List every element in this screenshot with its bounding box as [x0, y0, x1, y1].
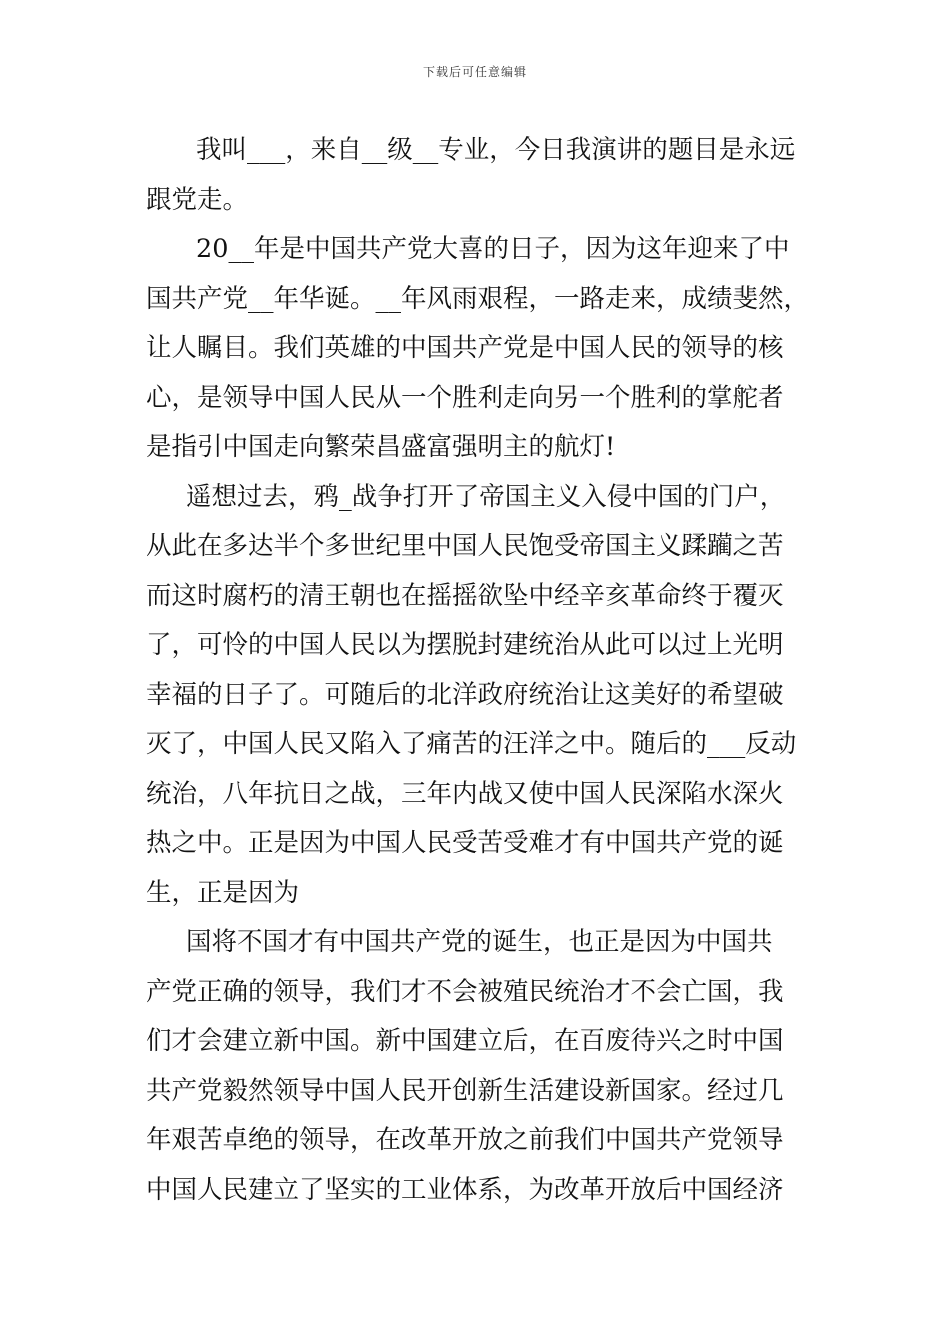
paragraph-line: 统治，八年抗日之战，三年内战又使中国人民深陷水深火 [146, 778, 784, 809]
paragraph-line: 中国人民建立了坚实的工业体系，为改革开放后中国经济 [146, 1174, 784, 1205]
paragraph-line: 我叫___，来自__级__专业，今日我演讲的题目是永远 [196, 135, 796, 165]
paragraph-line: 让人瞩目。我们英雄的中国共产党是中国人民的领导的核 [146, 333, 784, 363]
paragraph-line: 是指引中国走向繁荣昌盛富强明主的航灯! [146, 432, 616, 462]
document-body [146, 126, 816, 1215]
paragraph-line: 国共产党__年华诞。__年风雨艰程，一路走来，成绩斐然， [146, 283, 810, 314]
paragraph-line: 跟党走。 [146, 184, 249, 215]
paragraph-line: 生，正是因为 [146, 877, 300, 908]
paragraph-line: 热之中。正是因为中国人民受苦受难才有中国共产党的诞 [146, 828, 784, 858]
paragraph-line: 们才会建立新中国。新中国建立后，在百废待兴之时中国 [146, 1026, 784, 1056]
paragraph-line: 国将不国才有中国共产党的诞生，也正是因为中国共 [186, 927, 773, 957]
paragraph-line: 了，可怜的中国人民以为摆脱封建统治从此可以过上光明 [146, 630, 784, 660]
paragraph-line: 从此在多达半个多世纪里中国人民饱受帝国主义蹂躏之苦 [146, 531, 784, 561]
paragraph-line: 年艰苦卓绝的领导，在改革开放之前我们中国共产党领导 [146, 1125, 784, 1155]
paragraph-line: 产党正确的领导，我们才不会被殖民统治才不会亡国，我 [146, 976, 784, 1007]
paragraph-line: 而这时腐朽的清王朝也在摇摇欲坠中经辛亥革命终于覆灭 [146, 580, 784, 611]
paragraph-line: 灭了，中国人民又陷入了痛苦的汪洋之中。随后的___反动 [146, 729, 797, 759]
paragraph-line: 共产党毅然领导中国人民开创新生活建设新国家。经过几 [146, 1075, 784, 1106]
paragraph-line: 幸福的日子了。可随后的北洋政府统治让这美好的希望破 [146, 679, 784, 710]
paragraph-line: 20__年是中国共产党大喜的日子，因为这年迎来了中 [196, 234, 790, 264]
page-header: 下载后可任意编辑 [422, 65, 527, 79]
paragraph-line: 遥想过去，鸦_战争打开了帝国主义入侵中国的门户， [186, 481, 786, 512]
paragraph-line: 心，是领导中国人民从一个胜利走向另一个胜利的掌舵者 [146, 382, 784, 413]
